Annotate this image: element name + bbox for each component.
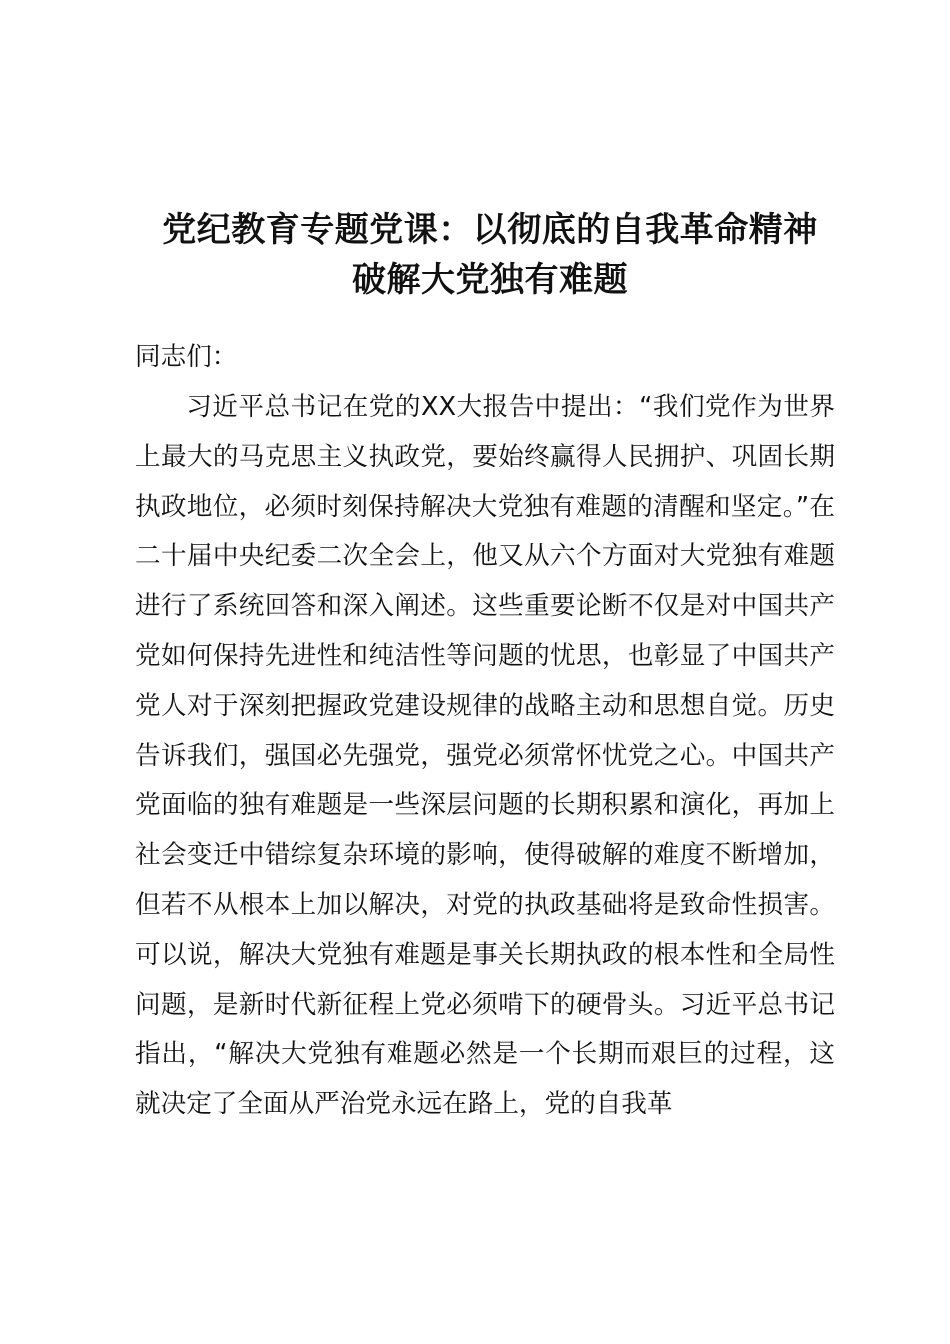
- document-title-line-1: 党纪教育专题党课：以彻底的自我革命精神: [162, 210, 818, 250]
- body-paragraph: 习近平总书记在党的XX大报告中提出：“我们党作为世界上最大的马克思主义执政党，要始终赢得人民拥护、巩固长期执政地位，必须时刻保持解决大党独有难题的清醒和坚定。”在二十届中央纪委二次全会上，他又从六个方面对大党独有难题进行了系统回答和深入阐述。这些重要论断不仅是对中国共产党如何保持先进性和纯洁性等问题的忧思，也彰显了中国共产党人对于深刻把握政党建设规律的战略主动和思想自觉。历史告诉我们，强国必先强党，强党必须常怀忧党之心。中国共产党面临的独有难题是一些深层问题的长期积累和演化，再加上社会变迁中错综复杂环境的影响，使得破解的难度不断增加，但若不从根本上加以解决，对党的执政基础将是致命性损害。可以说，解决大党独有难题是事关长期执政的根本性和全局性问题，是新时代新征程上党必须啃下的硬骨头。习近平总书记指出，“解决大党独有难题必然是一个长期而艰巨的过程，这就决定了全面从严治党永远在路上，党的自我革: [135, 392, 835, 1120]
- document-title-line-2: 破解大党独有难题: [352, 260, 628, 300]
- salutation: 同志们：: [135, 342, 238, 372]
